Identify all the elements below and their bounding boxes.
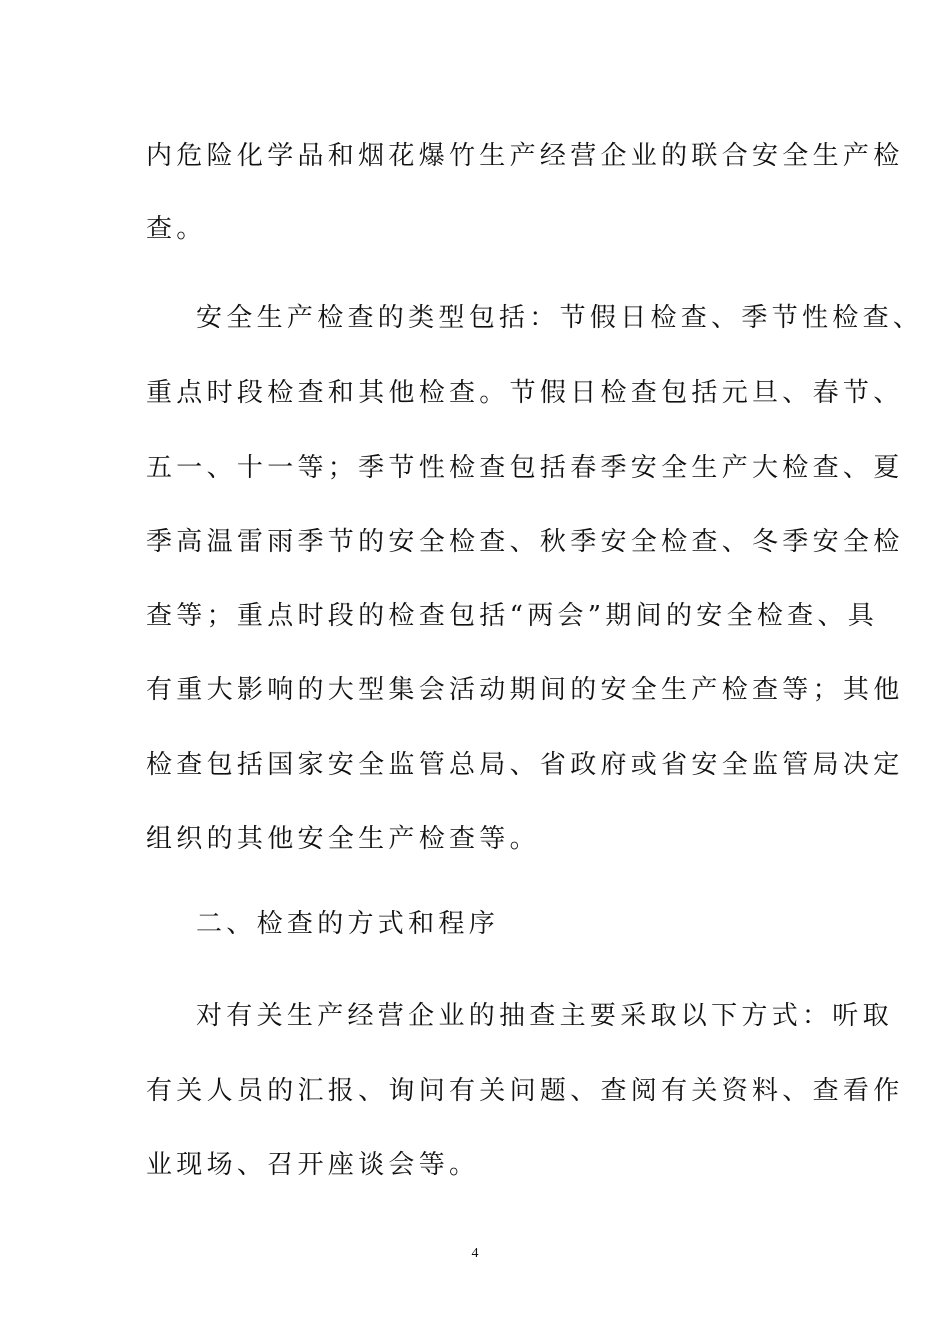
paragraph-2-line-4: 季高温雷雨季节的安全检查、秋季安全检查、冬季安全检 [146,527,904,557]
paragraph-2-line-6: 有重大影响的大型集会活动期间的安全生产检查等；其他 [146,675,904,705]
paragraph-3-line-1: 对有关生产经营企业的抽查主要采取以下方式：听取 [196,1001,893,1031]
paragraph-3-line-2: 有关人员的汇报、询问有关问题、查阅有关资料、查看作 [146,1076,904,1106]
paragraph-3-line-3: 业现场、召开座谈会等。 [146,1150,480,1180]
page-number: 4 [471,1246,479,1261]
paragraph-1-line-2: 查。 [146,214,207,244]
paragraph-2-line-8: 组织的其他安全生产检查等。 [146,824,540,854]
paragraph-2-line-7: 检查包括国家安全监管总局、省政府或省安全监管局决定 [146,750,904,780]
paragraph-2-line-1: 安全生产检查的类型包括：节假日检查、季节性检查、 [196,303,924,333]
paragraph-1-line-1: 内危险化学品和烟花爆竹生产经营企业的联合安全生产检 [146,141,904,171]
paragraph-2-line-2: 重点时段检查和其他检查。节假日检查包括元旦、春节、 [146,378,904,408]
paragraph-2-line-5: 查等；重点时段的检查包括“两会”期间的安全检查、具 [146,601,879,631]
section-heading: 二、检查的方式和程序 [196,909,500,939]
paragraph-2-line-3: 五一、十一等；季节性检查包括春季安全生产大检查、夏 [146,453,904,483]
